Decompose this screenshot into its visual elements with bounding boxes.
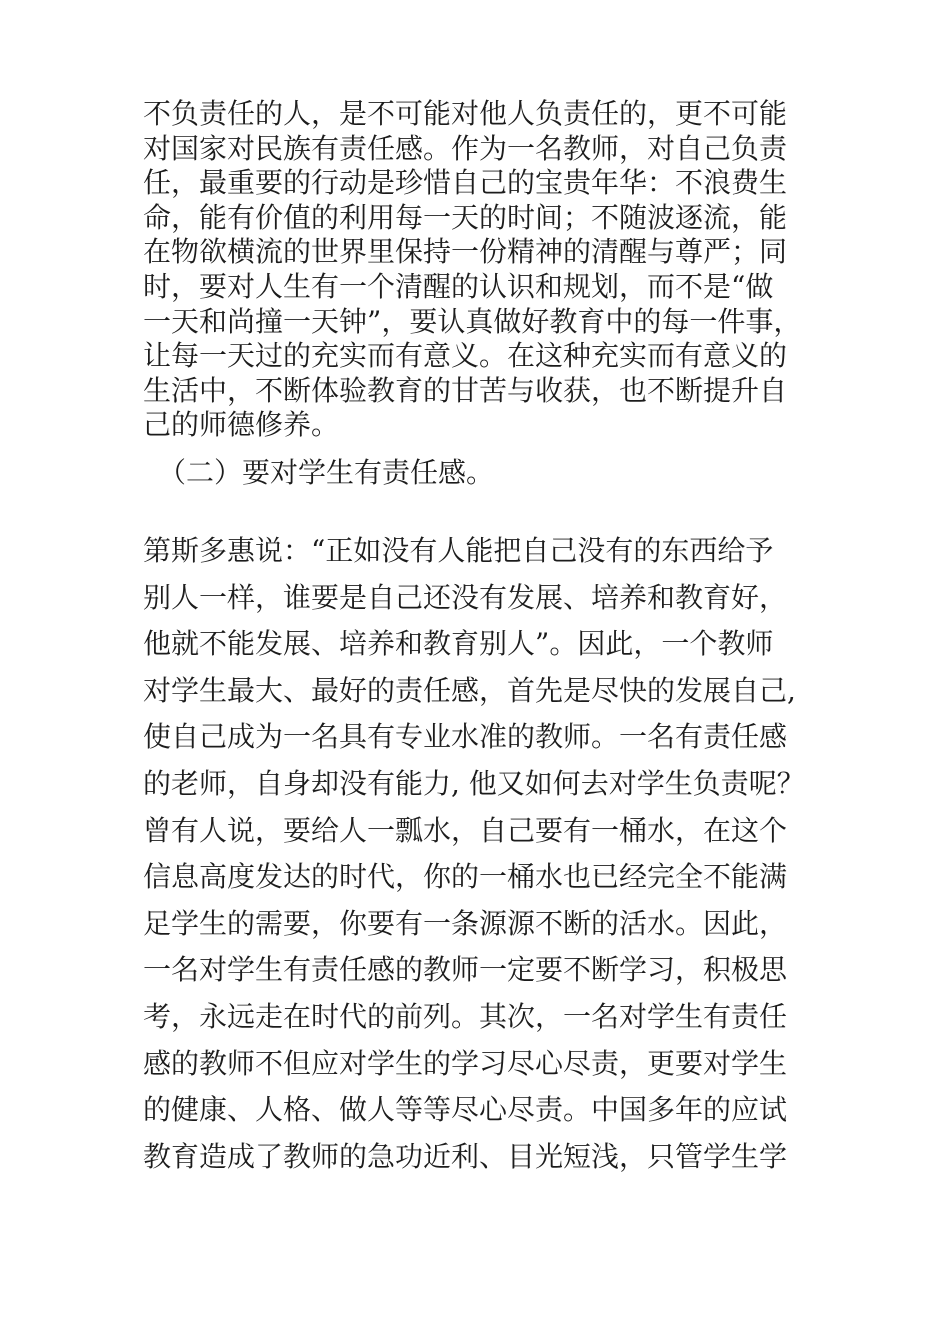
paragraph-line: 在物欲横流的世界里保持一份精神的清醒与尊严；同 [143, 235, 788, 269]
paragraph-line: 信息高度发达的时代，你的一桶水也已经完全不能满 [143, 860, 788, 894]
paragraph-line: 对学生最大、最好的责任感，首先是尽快的发展自己, [143, 673, 796, 707]
section-heading: （二）要对学生有责任感。 [158, 456, 495, 489]
paragraph-line: 第斯多惠说：“正如没有人能把自己没有的东西给予 [143, 534, 774, 567]
paragraph-line: 考，永远走在时代的前列。其次，一名对学生有责任 [143, 999, 788, 1033]
paragraph-line: 教育造成了教师的急功近利、目光短浅，只管学生学 [143, 1139, 788, 1173]
paragraph-teacher-self-responsibility [143, 97, 813, 443]
paragraph-line: 足学生的需要，你要有一条源源不断的活水。因此， [143, 906, 788, 940]
paragraph-line: 时，要对人生有一个清醒的认识和规划，而不是“做 [143, 269, 774, 303]
paragraph-line: 对国家对民族有责任感。作为一名教师，对自己负责 [143, 131, 788, 165]
paragraph-line: 一名对学生有责任感的教师一定要不断学习，积极思 [143, 953, 788, 987]
paragraph-responsibility-to-students [143, 528, 823, 1180]
paragraph-line: 生活中，不断体验教育的甘苦与收获，也不断提升自 [143, 373, 788, 407]
paragraph-line: 己的师德修养。 [143, 408, 340, 442]
paragraph-line: 的老师，自身却没有能力, 他又如何去对学生负责呢？ [143, 766, 805, 800]
paragraph-line: 曾有人说，要给人一瓢水，自己要有一桶水，在这个 [143, 813, 788, 847]
paragraph-line: 命，能有价值的利用每一天的时间；不随波逐流，能 [143, 200, 788, 234]
paragraph-line: 别人一样，谁要是自己还没有发展、培养和教育好， [143, 580, 788, 614]
paragraph-line: 任，最重要的行动是珍惜自己的宝贵年华：不浪费生 [143, 166, 788, 200]
paragraph-line: 的健康、人格、做人等等尽心尽责。中国多年的应试 [143, 1093, 788, 1127]
paragraph-line: 感的教师不但应对学生的学习尽心尽责，更要对学生 [143, 1046, 788, 1080]
paragraph-line: 一天和尚撞一天钟”，要认真做好教育中的每一件事， [143, 304, 802, 338]
paragraph-line: 不负责任的人，是不可能对他人负责任的，更不可能 [143, 97, 788, 130]
paragraph-line: 他就不能发展、培养和教育别人”。因此，一个教师 [143, 627, 774, 661]
paragraph-line: 让每一天过的充实而有意义。在这种充实而有意义的 [143, 339, 788, 373]
paragraph-line: 使自己成为一名具有专业水准的教师。一名有责任感 [143, 720, 788, 754]
